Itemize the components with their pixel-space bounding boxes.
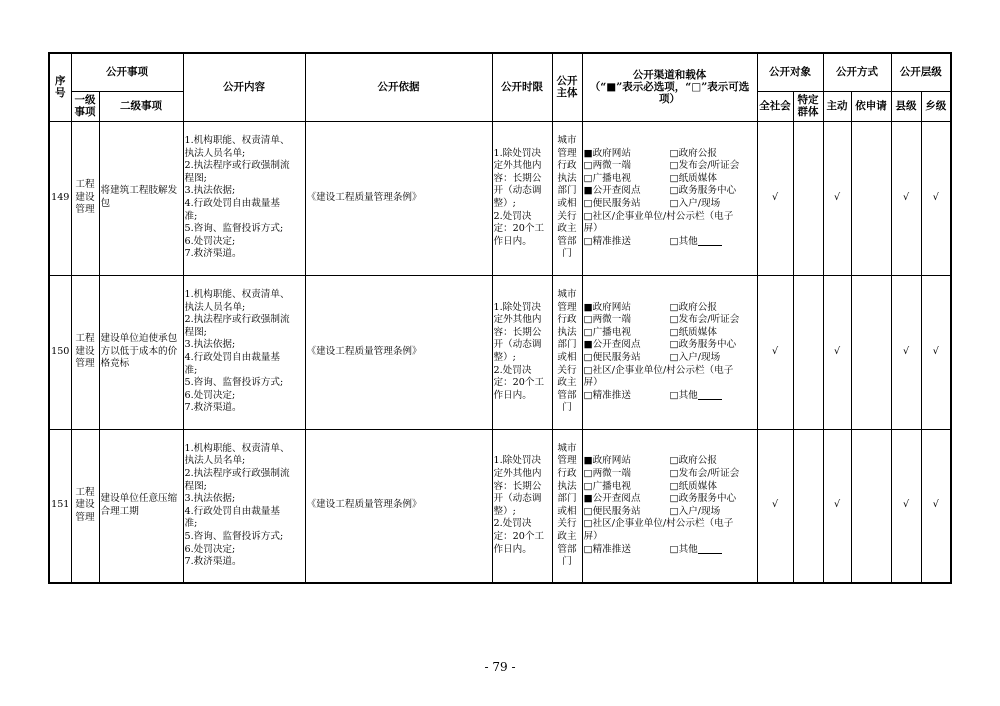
level2-cell: 将建筑工程肢解发包 (99, 121, 183, 275)
channel-row (584, 481, 756, 494)
header-channels-title: 公开渠道和载体 (632, 69, 707, 82)
channel-row (584, 455, 756, 468)
subject-cell-line: 部门 (557, 339, 577, 351)
basis-cell: 《建设工程质量管理条例》 (305, 121, 492, 275)
subject-cell-line: 行政 (557, 314, 577, 326)
channel-option: ■公开查阅点 (583, 493, 641, 505)
channel-option: □其他 (669, 543, 698, 555)
seq-cell: 149 (49, 121, 71, 275)
content-cell-line: 1.机构职能、权责清单、 (184, 289, 290, 301)
time-limit-cell-line: 整）; (493, 352, 516, 363)
channel-option: □其他 (669, 389, 698, 401)
channel-option: □两微一端 (583, 160, 631, 172)
method-apply-cell (851, 275, 891, 429)
obj-all-cell: √ (757, 275, 793, 429)
content-cell-line: 2.执法程序或行政强制流 (184, 160, 290, 172)
channel-row (584, 365, 756, 378)
table-row (49, 121, 951, 275)
header-obj-specific: 特定群体 (793, 91, 823, 121)
subject-cell-line: 管部 (557, 389, 577, 401)
channel-row (584, 314, 756, 327)
time-limit-cell-line: 开（动态调 (493, 185, 542, 197)
time-limit-cell-line: 定外其他内 (493, 160, 542, 172)
channel-option: □政府公报 (669, 455, 717, 467)
lvl-county-cell: √ (891, 275, 921, 429)
header-method-group: 公开方式 (823, 53, 891, 91)
header-method-active: 主动 (823, 91, 851, 121)
channel-option: □精准推送 (583, 235, 631, 247)
channel-option: ■公开查阅点 (583, 339, 641, 351)
content-cell-line: 6.处罚决定; (184, 543, 236, 555)
subject-cell (552, 429, 582, 583)
channel-option: □入户/现场 (669, 505, 721, 517)
obj-all-cell: √ (757, 429, 793, 583)
channel-option: □便民服务站 (583, 505, 641, 517)
content-cell-line: 执法人员名单; (184, 147, 246, 159)
channel-row (584, 390, 756, 403)
content-cell-line: 准; (184, 210, 198, 222)
obj-specific-cell (793, 275, 823, 429)
content-cell-line: 2.执法程序或行政强制流 (184, 467, 290, 479)
channel-option: □纸质媒体 (669, 326, 717, 338)
header-lvl-county: 县级 (891, 91, 921, 121)
obj-all-cell: √ (757, 121, 793, 275)
header-seq: 序号 (49, 53, 71, 121)
channel-row (584, 377, 756, 390)
content-cell-line: 6.处罚决定; (184, 235, 236, 247)
subject-cell-line: 管部 (557, 235, 577, 247)
channel-option: □便民服务站 (583, 352, 641, 363)
header-subject: 公开主体 (552, 53, 582, 121)
content-cell (183, 275, 305, 429)
content-cell-line: 5.咨询、监督投诉方式; (184, 377, 284, 389)
channel-option: □政府公报 (669, 301, 717, 313)
channels-cell (582, 275, 757, 429)
channel-row (584, 327, 756, 340)
header-obj-all: 全社会 (757, 91, 793, 121)
content-cell-line: 4.行政处罚自由裁量基 (184, 352, 280, 363)
time-limit-cell-line: 整）; (493, 198, 516, 209)
header-matter-group: 公开事项 (71, 53, 183, 91)
content-cell-line: 准; (184, 364, 198, 376)
content-cell-line: 5.咨询、监督投诉方式; (184, 223, 284, 235)
time-limit-cell-line: 1.除处罚决 (493, 455, 542, 467)
subject-cell-line: 政主 (557, 530, 577, 542)
header-object-group: 公开对象 (757, 53, 823, 91)
channel-option: □发布会/听证会 (669, 314, 740, 326)
channel-option: □广播电视 (583, 326, 631, 338)
time-limit-cell-line: 定外其他内 (493, 314, 542, 326)
subject-cell-line: 执法 (557, 326, 577, 338)
channel-row (584, 468, 756, 481)
level2-cell: 建设单位任意压缩合理工期 (99, 429, 183, 583)
channel-option: □广播电视 (583, 480, 631, 492)
header-lvl-town: 乡级 (921, 91, 951, 121)
subject-cell-line: 管理 (557, 301, 577, 313)
channel-option: 屏） (583, 530, 603, 542)
content-cell-line: 7.救济渠道。 (184, 248, 242, 260)
channel-option: □社区/企事业单位/村公示栏（电子 (583, 364, 734, 376)
channel-row (584, 160, 756, 173)
channel-option: □两微一端 (583, 467, 631, 479)
channel-option: 屏） (583, 377, 603, 389)
channels-cell (582, 429, 757, 583)
time-limit-cell-line: 1.除处罚决 (493, 301, 542, 313)
channel-row (584, 302, 756, 315)
subject-cell (552, 121, 582, 275)
time-limit-cell-line: 定：20个工 (493, 377, 545, 389)
fill-in-blank (698, 236, 722, 246)
channel-row (584, 339, 756, 352)
channel-row (584, 531, 756, 544)
seq-cell: 151 (49, 429, 71, 583)
time-limit-cell-line: 容：长期公 (493, 326, 542, 338)
content-cell-line: 4.行政处罚自由裁量基 (184, 198, 280, 209)
content-cell (183, 121, 305, 275)
time-limit-cell-line: 容：长期公 (493, 172, 542, 184)
content-cell-line: 3.执法依据; (184, 185, 236, 197)
time-limit-cell-line: 定外其他内 (493, 467, 542, 479)
header-time-limit: 公开时限 (492, 53, 552, 121)
time-limit-cell-line: 2.处罚决 (493, 518, 532, 530)
channel-option: □发布会/听证会 (669, 160, 740, 172)
header-channels-note: （“■”表示必选项，“□”表示可选项） (589, 81, 750, 106)
seq-cell: 150 (49, 275, 71, 429)
table-body (49, 121, 951, 583)
channel-option: □政务服务中心 (669, 339, 737, 351)
lvl-county-cell: √ (891, 429, 921, 583)
time-limit-cell-line: 容：长期公 (493, 480, 542, 492)
subject-cell-line: 城市 (557, 135, 577, 147)
level1-cell: 工程建设管理 (71, 275, 99, 429)
channel-option: □精准推送 (583, 543, 631, 555)
method-apply-cell (851, 429, 891, 583)
fill-in-blank (698, 390, 722, 400)
content-cell-line: 程图; (184, 480, 207, 492)
subject-cell-line: 执法 (557, 172, 577, 184)
level2-cell: 建设单位迫使承包方以低于成本的价格竞标 (99, 275, 183, 429)
channel-row (584, 236, 756, 249)
content-cell-line: 7.救济渠道。 (184, 402, 242, 414)
subject-cell-line: 管理 (557, 455, 577, 467)
content-cell-line: 6.处罚决定; (184, 389, 236, 401)
channel-option: ■政府网站 (583, 301, 631, 313)
time-limit-cell-line: 2.处罚决 (493, 210, 532, 222)
channel-row (584, 518, 756, 531)
channel-option: □入户/现场 (669, 352, 721, 363)
channel-option: □广播电视 (583, 172, 631, 184)
channel-option: □政府公报 (669, 147, 717, 159)
channel-row (584, 148, 756, 161)
content-cell-line: 7.救济渠道。 (184, 556, 242, 568)
channel-row (584, 223, 756, 236)
content-cell-line: 4.行政处罚自由裁量基 (184, 505, 280, 517)
channel-row (584, 352, 756, 365)
channel-option: □纸质媒体 (669, 480, 717, 492)
subject-cell-line: 关行 (557, 518, 577, 530)
method-apply-cell (851, 121, 891, 275)
time-limit-cell (492, 275, 552, 429)
channel-option: □发布会/听证会 (669, 467, 740, 479)
subject-cell-line: 政主 (557, 223, 577, 235)
fill-in-blank (698, 544, 722, 554)
channel-row (584, 544, 756, 557)
page-number: - 79 - (484, 660, 516, 674)
subject-cell-line: 行政 (557, 160, 577, 172)
content-cell-line: 执法人员名单; (184, 301, 246, 313)
subject-cell-line: 门 (562, 556, 572, 568)
subject-cell-line: 政主 (557, 377, 577, 389)
channel-row (584, 506, 756, 519)
subject-cell-line: 或相 (557, 352, 577, 363)
channel-row (584, 185, 756, 198)
channel-option: □精准推送 (583, 389, 631, 401)
lvl-town-cell: √ (921, 429, 951, 583)
level1-cell: 工程建设管理 (71, 121, 99, 275)
channel-row (584, 493, 756, 506)
channel-option: □社区/企事业单位/村公示栏（电子 (583, 518, 734, 530)
time-limit-cell-line: 作日内。 (493, 389, 532, 401)
subject-cell-line: 关行 (557, 364, 577, 376)
subject-cell-line: 管部 (557, 543, 577, 555)
content-cell-line: 5.咨询、监督投诉方式; (184, 530, 284, 542)
subject-cell-line: 行政 (557, 467, 577, 479)
subject-cell (552, 275, 582, 429)
time-limit-cell-line: 开（动态调 (493, 493, 542, 505)
subject-cell-line: 门 (562, 402, 572, 414)
time-limit-cell-line: 1.除处罚决 (493, 147, 542, 159)
channel-option: ■公开查阅点 (583, 185, 641, 197)
content-cell-line: 3.执法依据; (184, 493, 236, 505)
content-cell-line: 2.执法程序或行政强制流 (184, 314, 290, 326)
lvl-town-cell: √ (921, 275, 951, 429)
header-basis: 公开依据 (305, 53, 492, 121)
header-channels (582, 53, 757, 121)
channel-option: □便民服务站 (583, 198, 641, 209)
time-limit-cell-line: 作日内。 (493, 543, 532, 555)
disclosure-table (48, 52, 952, 584)
content-cell-line: 执法人员名单; (184, 455, 246, 467)
time-limit-cell (492, 121, 552, 275)
channel-row (584, 173, 756, 186)
subject-cell-line: 关行 (557, 210, 577, 222)
subject-cell-line: 或相 (557, 505, 577, 517)
channel-option: □政务服务中心 (669, 185, 737, 197)
method-active-cell: √ (823, 121, 851, 275)
table-row (49, 275, 951, 429)
table-row (49, 429, 951, 583)
content-cell-line: 3.执法依据; (184, 339, 236, 351)
header-content: 公开内容 (183, 53, 305, 121)
subject-cell-line: 部门 (557, 493, 577, 505)
obj-specific-cell (793, 429, 823, 583)
content-cell-line: 1.机构职能、权责清单、 (184, 442, 290, 454)
channel-row (584, 211, 756, 224)
subject-cell-line: 执法 (557, 480, 577, 492)
subject-cell-line: 城市 (557, 289, 577, 301)
content-cell-line: 准; (184, 518, 198, 530)
header-level-group: 公开层级 (891, 53, 951, 91)
channel-option: □两微一端 (583, 314, 631, 326)
header-level2: 二级事项 (99, 91, 183, 121)
subject-cell-line: 门 (562, 248, 572, 260)
time-limit-cell-line: 2.处罚决 (493, 364, 532, 376)
obj-specific-cell (793, 121, 823, 275)
header-level1: 一级事项 (71, 91, 99, 121)
time-limit-cell-line: 定：20个工 (493, 530, 545, 542)
method-active-cell: √ (823, 275, 851, 429)
basis-cell: 《建设工程质量管理条例》 (305, 275, 492, 429)
channel-option: □纸质媒体 (669, 172, 717, 184)
basis-cell: 《建设工程质量管理条例》 (305, 429, 492, 583)
subject-cell-line: 部门 (557, 185, 577, 197)
subject-cell-line: 管理 (557, 147, 577, 159)
subject-cell-line: 或相 (557, 198, 577, 209)
time-limit-cell-line: 开（动态调 (493, 339, 542, 351)
time-limit-cell (492, 429, 552, 583)
content-cell-line: 1.机构职能、权责清单、 (184, 135, 290, 147)
time-limit-cell-line: 整）; (493, 505, 516, 517)
channel-option: ■政府网站 (583, 147, 631, 159)
time-limit-cell-line: 定：20个工 (493, 223, 545, 235)
channel-option: ■政府网站 (583, 455, 631, 467)
header-method-apply: 依申请 (851, 91, 891, 121)
channel-option: □其他 (669, 235, 698, 247)
channel-option: □社区/企事业单位/村公示栏（电子 (583, 210, 734, 222)
channel-option: □政务服务中心 (669, 493, 737, 505)
channel-option: 屏） (583, 223, 603, 235)
content-cell-line: 程图; (184, 172, 207, 184)
time-limit-cell-line: 作日内。 (493, 235, 532, 247)
content-cell (183, 429, 305, 583)
level1-cell: 工程建设管理 (71, 429, 99, 583)
channel-option: □入户/现场 (669, 198, 721, 209)
lvl-town-cell: √ (921, 121, 951, 275)
subject-cell-line: 城市 (557, 442, 577, 454)
channel-row (584, 198, 756, 211)
lvl-county-cell: √ (891, 121, 921, 275)
method-active-cell: √ (823, 429, 851, 583)
content-cell-line: 程图; (184, 326, 207, 338)
channels-cell (582, 121, 757, 275)
